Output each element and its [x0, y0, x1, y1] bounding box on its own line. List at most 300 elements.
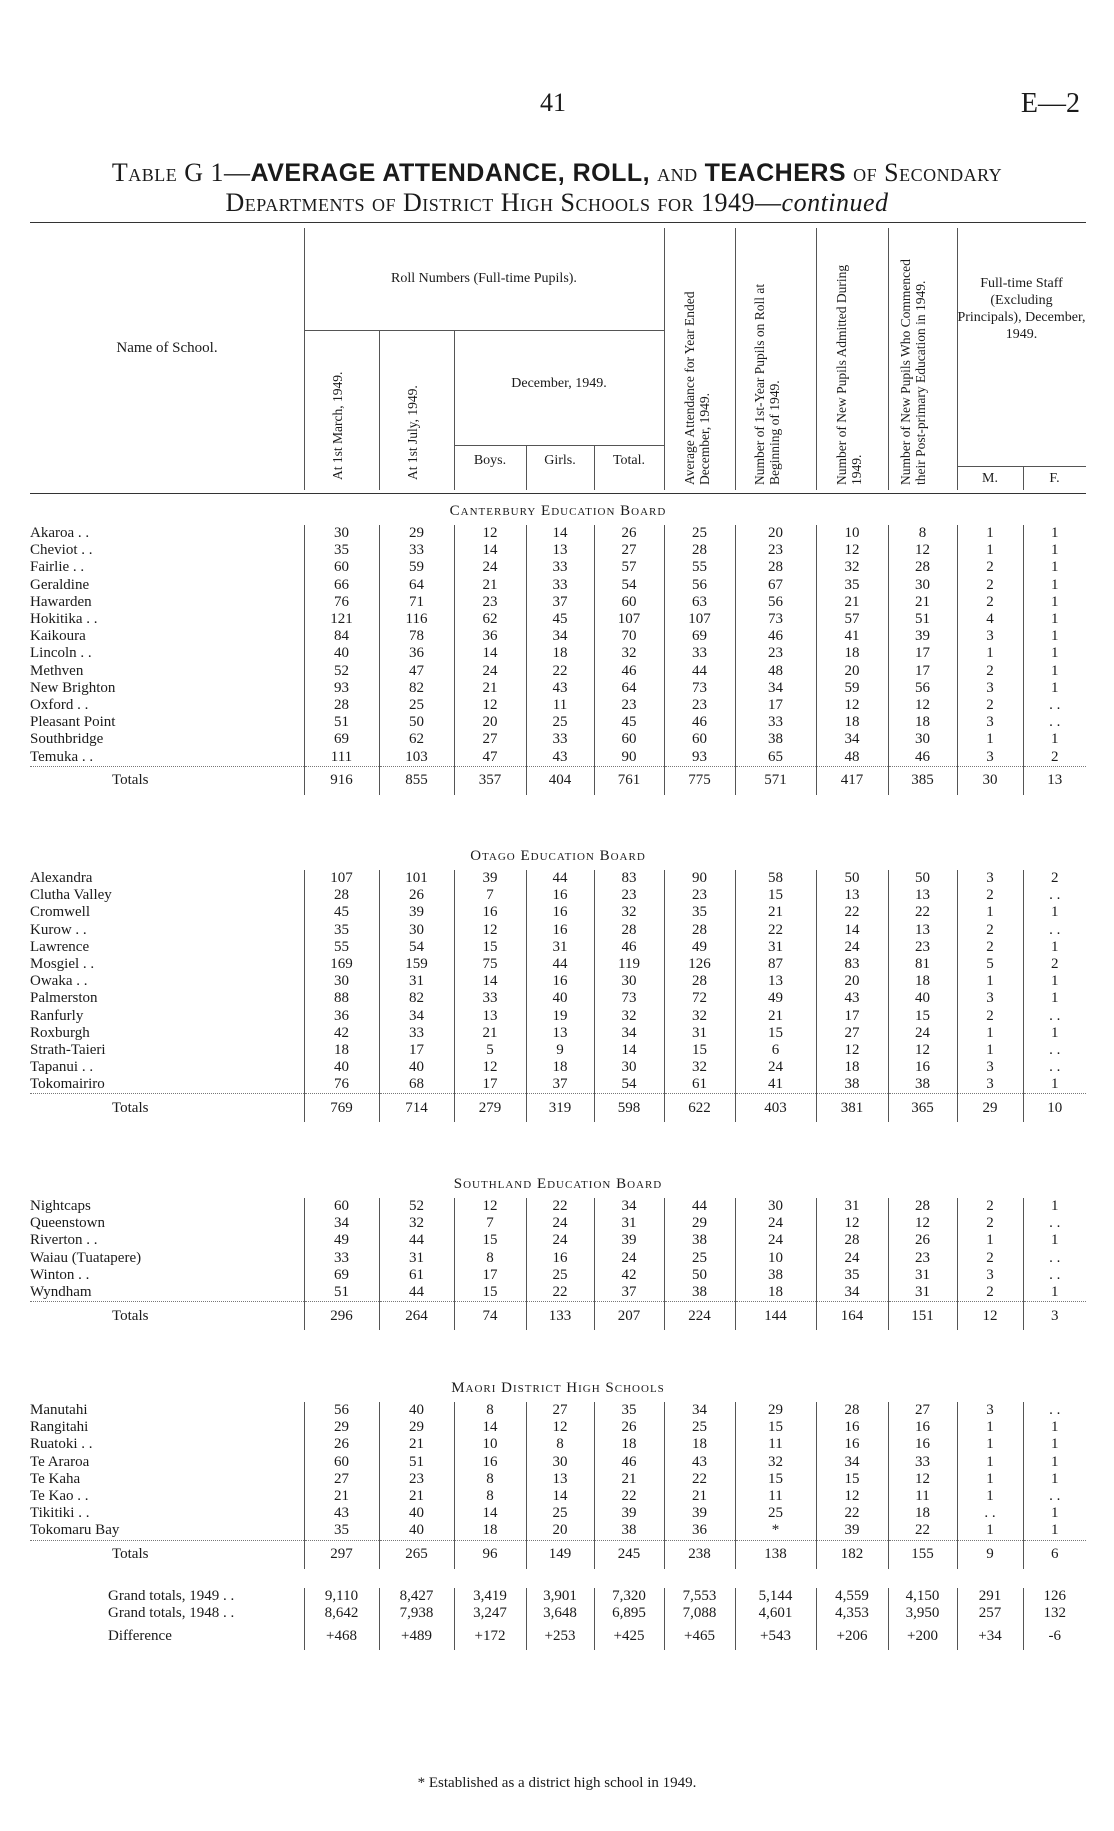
value-cell: 50 [816, 870, 888, 887]
value-cell: 29 [735, 1402, 816, 1419]
value-cell: 15 [454, 1232, 526, 1249]
value-cell: 17 [454, 1267, 526, 1284]
value-cell: 60 [664, 731, 735, 748]
value-cell: 26 [304, 1436, 379, 1453]
value-cell: 1 [1051, 1024, 1059, 1041]
table-row [30, 1025, 1086, 1042]
value-cell: 23 [888, 939, 957, 956]
value-cell: 65 [735, 748, 816, 766]
value-cell: 49 [304, 1232, 379, 1249]
value-cell: 15 [454, 939, 526, 956]
value-cell: 6 [735, 1042, 816, 1059]
value-cell: 40 [526, 990, 594, 1007]
value-cell: 2 [957, 939, 1023, 956]
value-cell: 39 [664, 1505, 735, 1522]
value-cell: 72 [664, 990, 735, 1007]
board-table [30, 1198, 1086, 1330]
value-cell: 30 [379, 922, 454, 939]
table-row [30, 611, 1086, 628]
value-cell: 159 [379, 956, 454, 973]
table-row [30, 1267, 1086, 1284]
value-cell: 2 [957, 1008, 1023, 1025]
value-cell: 68 [379, 1076, 454, 1094]
value-cell: 21 [664, 1488, 735, 1505]
value-cell: 20 [735, 525, 816, 542]
value-cell: 32 [594, 904, 664, 921]
school-name-cell: Strath-Taieri [30, 1042, 304, 1059]
value-cell: 57 [594, 559, 664, 576]
value-cell: 82 [379, 680, 454, 697]
value-cell: 76 [304, 594, 379, 611]
footnote: * Established as a district high school in 1949. [417, 1775, 697, 1791]
value-cell: 12 [454, 525, 526, 542]
value-cell: 20 [454, 714, 526, 731]
table-row [30, 1059, 1086, 1076]
value-cell: 45 [304, 904, 379, 921]
value-cell: * [735, 1522, 816, 1540]
value-cell: 182 [816, 1540, 888, 1569]
value-cell: 17 [379, 1042, 454, 1059]
value-cell: 34 [594, 1198, 664, 1215]
value-cell: 20 [816, 663, 888, 680]
school-name-cell: Lincoln . . [30, 645, 304, 662]
value-cell: 81 [888, 956, 957, 973]
value-cell: 1 [1051, 1198, 1059, 1215]
value-cell: 60 [594, 731, 664, 748]
value-cell: 22 [888, 1522, 957, 1540]
value-cell: . . [1049, 1488, 1061, 1505]
value-cell: +34 [957, 1622, 1023, 1650]
totals-row [30, 1622, 1086, 1650]
table-row [30, 628, 1086, 645]
value-cell: 8 [454, 1250, 526, 1267]
value-cell: 38 [664, 1232, 735, 1249]
value-cell: 1 [957, 1025, 1023, 1042]
value-cell: 18 [816, 714, 888, 731]
value-cell: 1 [1051, 973, 1059, 990]
school-name-cell: Fairlie . . [30, 559, 304, 576]
table-row [30, 1436, 1086, 1453]
value-cell: 12 [454, 1198, 526, 1215]
value-cell: 761 [594, 766, 664, 795]
school-name-cell: Pleasant Point [30, 714, 304, 731]
value-cell: 33 [526, 731, 594, 748]
value-cell: 17 [888, 645, 957, 662]
value-cell: 27 [816, 1025, 888, 1042]
school-name-cell: Owaka . . [30, 973, 304, 990]
value-cell: 1 [1051, 593, 1059, 610]
value-cell: 33 [379, 1025, 454, 1042]
table-row [30, 748, 1086, 766]
value-cell: 598 [594, 1094, 664, 1123]
value-cell: 3 [957, 870, 1023, 887]
value-cell: 11 [888, 1488, 957, 1505]
value-cell: 25 [735, 1505, 816, 1522]
value-cell: 35 [594, 1402, 664, 1419]
value-cell: 40 [379, 1402, 454, 1419]
value-cell: 83 [816, 956, 888, 973]
value-cell: 22 [526, 1284, 594, 1302]
value-cell: 1 [957, 542, 1023, 559]
value-cell: 1 [1051, 938, 1059, 955]
value-cell: 15 [735, 1471, 816, 1488]
table-row [30, 1402, 1086, 1419]
value-cell: 29 [664, 1215, 735, 1232]
table-row [30, 594, 1086, 611]
school-name-cell: Ranfurly [30, 1008, 304, 1025]
value-cell: 12 [888, 1042, 957, 1059]
value-cell: 74 [454, 1302, 526, 1331]
table-row [30, 870, 1086, 887]
table-row [30, 1198, 1086, 1215]
school-name-cell: Totals [30, 766, 304, 795]
value-cell: 1 [1051, 559, 1059, 576]
value-cell: . . [1049, 887, 1061, 904]
value-cell: 43 [304, 1505, 379, 1522]
title-part: TEACHERS [704, 159, 847, 187]
value-cell: 39 [594, 1232, 664, 1249]
value-cell: 1 [1051, 1419, 1059, 1436]
value-cell: 41 [816, 628, 888, 645]
value-cell: 52 [379, 1198, 454, 1215]
value-cell: 8,642 [304, 1605, 379, 1622]
value-cell: 23 [888, 1250, 957, 1267]
value-cell: 56 [888, 680, 957, 697]
value-cell: 855 [379, 766, 454, 795]
value-cell: 149 [526, 1540, 594, 1569]
school-name-cell: Tokomaru Bay [30, 1522, 304, 1540]
value-cell: 571 [735, 766, 816, 795]
value-cell: 12 [816, 542, 888, 559]
value-cell: +543 [735, 1622, 816, 1650]
value-cell: 23 [379, 1471, 454, 1488]
value-cell: 16 [526, 973, 594, 990]
title-part: Departments of District High Schools for 1949— [225, 188, 782, 217]
value-cell: 24 [735, 1232, 816, 1249]
value-cell: . . [1049, 1041, 1061, 1058]
value-cell: 18 [454, 1522, 526, 1540]
value-cell: 31 [379, 1250, 454, 1267]
table-row [30, 1605, 1086, 1622]
value-cell: 43 [664, 1454, 735, 1471]
value-cell: 119 [594, 956, 664, 973]
value-cell: 27 [888, 1402, 957, 1419]
value-cell: 35 [664, 904, 735, 921]
value-cell: 38 [594, 1522, 664, 1540]
school-name-cell: Kaikoura [30, 628, 304, 645]
value-cell: 9 [526, 1042, 594, 1059]
header-post-primary: Number of New Pupils Who Commenced their Post-primary Education in 1949. [898, 259, 928, 485]
value-cell: 34 [816, 731, 888, 748]
value-cell: 144 [735, 1302, 816, 1331]
value-cell: . . [1049, 1215, 1061, 1232]
value-cell: 75 [454, 956, 526, 973]
value-cell: 13 [888, 887, 957, 904]
header-rule [30, 222, 1086, 223]
value-cell: 1 [1051, 904, 1059, 921]
table-row [30, 731, 1086, 748]
value-cell: 16 [816, 1436, 888, 1453]
value-cell: 1 [957, 1522, 1023, 1540]
value-cell: 57 [816, 611, 888, 628]
value-cell: . . [1049, 1059, 1061, 1076]
value-cell: 12 [816, 1488, 888, 1505]
value-cell: . . [1049, 921, 1061, 938]
value-cell: 1 [1051, 679, 1059, 696]
value-cell: 36 [379, 645, 454, 662]
value-cell: 21 [379, 1488, 454, 1505]
value-cell: 29 [379, 1419, 454, 1436]
table-row [30, 663, 1086, 680]
header-divider [957, 228, 958, 490]
header-divider [888, 228, 889, 490]
value-cell: 66 [304, 577, 379, 594]
value-cell: 47 [454, 748, 526, 766]
school-name-cell: Te Kaha [30, 1471, 304, 1488]
value-cell: +425 [594, 1622, 664, 1650]
value-cell: 35 [304, 1522, 379, 1540]
value-cell: 25 [526, 1267, 594, 1284]
value-cell: 1 [1051, 1076, 1059, 1093]
value-cell: 107 [304, 870, 379, 887]
value-cell: 24 [735, 1059, 816, 1076]
value-cell: 56 [304, 1402, 379, 1419]
value-cell: 1 [957, 731, 1023, 748]
value-cell: 23 [664, 697, 735, 714]
value-cell: 2 [957, 559, 1023, 576]
value-cell: 78 [379, 628, 454, 645]
value-cell: 3,419 [454, 1588, 526, 1605]
value-cell: . . [957, 1505, 1023, 1522]
school-name-cell: Roxburgh [30, 1025, 304, 1042]
value-cell: 23 [594, 887, 664, 904]
value-cell: 714 [379, 1094, 454, 1123]
value-cell: 40 [304, 645, 379, 662]
value-cell: 2 [957, 594, 1023, 611]
value-cell: 7,088 [664, 1605, 735, 1622]
value-cell: 13 [526, 1471, 594, 1488]
school-name-cell: Winton . . [30, 1267, 304, 1284]
value-cell: 1 [957, 645, 1023, 662]
value-cell: 28 [664, 542, 735, 559]
value-cell: 30 [304, 525, 379, 542]
value-cell: 34 [594, 1025, 664, 1042]
value-cell: 13 [1023, 766, 1086, 795]
value-cell: 54 [594, 1076, 664, 1094]
value-cell: 14 [454, 645, 526, 662]
value-cell: 8 [454, 1471, 526, 1488]
value-cell: 21 [735, 904, 816, 921]
value-cell: 4,150 [888, 1588, 957, 1605]
value-cell: 116 [379, 611, 454, 628]
title-part: continued [781, 188, 889, 217]
value-cell: +468 [304, 1622, 379, 1650]
header-divider [454, 445, 664, 446]
value-cell: 56 [735, 594, 816, 611]
value-cell: 31 [664, 1025, 735, 1042]
table-row [30, 525, 1086, 542]
school-name-cell: Cheviot . . [30, 542, 304, 559]
value-cell: . . [1049, 714, 1061, 731]
value-cell: 46 [664, 714, 735, 731]
school-name-cell: Oxford . . [30, 697, 304, 714]
value-cell: 16 [454, 1454, 526, 1471]
value-cell: 69 [664, 628, 735, 645]
value-cell: 70 [594, 628, 664, 645]
header-divider [304, 228, 305, 490]
value-cell: 775 [664, 766, 735, 795]
school-name-cell: Cromwell [30, 904, 304, 921]
value-cell: 121 [304, 611, 379, 628]
value-cell: 12 [454, 1059, 526, 1076]
value-cell: 357 [454, 766, 526, 795]
board-heading: Southland Education Board [453, 1176, 663, 1192]
value-cell: 1 [1051, 731, 1059, 748]
value-cell: +206 [816, 1622, 888, 1650]
value-cell: 207 [594, 1302, 664, 1331]
value-cell: 2 [957, 922, 1023, 939]
value-cell: 44 [664, 663, 735, 680]
value-cell: 24 [888, 1025, 957, 1042]
value-cell: 73 [594, 990, 664, 1007]
value-cell: 60 [304, 559, 379, 576]
value-cell: 111 [304, 748, 379, 766]
table-row [30, 577, 1086, 594]
value-cell: 101 [379, 870, 454, 887]
value-cell: 48 [735, 663, 816, 680]
value-cell: 28 [304, 697, 379, 714]
header-total: Total. [612, 453, 646, 468]
value-cell: 38 [888, 1076, 957, 1094]
value-cell: 296 [304, 1302, 379, 1331]
value-cell: 8 [454, 1488, 526, 1505]
value-cell: 13 [526, 1025, 594, 1042]
value-cell: 36 [304, 1008, 379, 1025]
value-cell: . . [1049, 1402, 1061, 1419]
value-cell: 16 [526, 904, 594, 921]
table-row [30, 1284, 1086, 1302]
value-cell: 37 [526, 1076, 594, 1094]
value-cell: 5,144 [735, 1588, 816, 1605]
value-cell: 1 [957, 1488, 1023, 1505]
school-name-cell: Lawrence [30, 939, 304, 956]
value-cell: 55 [304, 939, 379, 956]
value-cell: 2 [957, 577, 1023, 594]
value-cell: 32 [594, 645, 664, 662]
value-cell: 18 [664, 1436, 735, 1453]
value-cell: 35 [816, 1267, 888, 1284]
value-cell: 16 [526, 922, 594, 939]
value-cell: 18 [888, 1505, 957, 1522]
value-cell: 27 [594, 542, 664, 559]
value-cell: 1 [1051, 645, 1059, 662]
value-cell: 22 [594, 1488, 664, 1505]
school-name-cell: Te Kao . . [30, 1488, 304, 1505]
school-name-cell: Hawarden [30, 594, 304, 611]
value-cell: 1 [1051, 1505, 1059, 1522]
header-staff-female: F. [1049, 471, 1060, 486]
value-cell: 64 [379, 577, 454, 594]
value-cell: 96 [454, 1540, 526, 1569]
value-cell: 11 [526, 697, 594, 714]
value-cell: 14 [526, 1488, 594, 1505]
value-cell: +465 [664, 1622, 735, 1650]
value-cell: 20 [816, 973, 888, 990]
value-cell: 403 [735, 1094, 816, 1123]
board-table [30, 1402, 1086, 1569]
value-cell: 35 [304, 922, 379, 939]
value-cell: 52 [304, 663, 379, 680]
value-cell: 3 [957, 714, 1023, 731]
table-row [30, 645, 1086, 662]
value-cell: 31 [594, 1215, 664, 1232]
value-cell: 19 [526, 1008, 594, 1025]
value-cell: 126 [1043, 1588, 1066, 1605]
value-cell: 60 [594, 594, 664, 611]
value-cell: 23 [594, 697, 664, 714]
value-cell: 32 [735, 1454, 816, 1471]
value-cell: 22 [888, 904, 957, 921]
header-roll-numbers: Roll Numbers (Full-time Pupils). [391, 271, 577, 286]
value-cell: 12 [888, 1471, 957, 1488]
value-cell: 44 [526, 870, 594, 887]
value-cell: 16 [816, 1419, 888, 1436]
value-cell: 8 [454, 1402, 526, 1419]
value-cell: 50 [379, 714, 454, 731]
value-cell: 385 [888, 766, 957, 795]
school-name-cell: Methven [30, 663, 304, 680]
board-heading: Canterbury Education Board [449, 503, 667, 519]
value-cell: 2 [957, 887, 1023, 904]
value-cell: 48 [816, 748, 888, 766]
value-cell: 40 [888, 990, 957, 1007]
value-cell: 2 [1051, 870, 1059, 887]
school-name-cell: Temuka . . [30, 748, 304, 766]
value-cell: 22 [526, 663, 594, 680]
value-cell: 12 [957, 1302, 1023, 1331]
value-cell: 1 [1051, 576, 1059, 593]
value-cell: 21 [735, 1008, 816, 1025]
value-cell: 2 [957, 1198, 1023, 1215]
value-cell: 12 [816, 697, 888, 714]
value-cell: 29 [304, 1419, 379, 1436]
school-name-cell: Tokomairiro [30, 1076, 304, 1094]
value-cell: 1 [957, 1232, 1023, 1249]
value-cell: 7 [454, 887, 526, 904]
value-cell: 46 [888, 748, 957, 766]
value-cell: 46 [594, 939, 664, 956]
value-cell: 381 [816, 1094, 888, 1123]
value-cell: 34 [816, 1454, 888, 1471]
value-cell: 30 [594, 1059, 664, 1076]
value-cell: 417 [816, 766, 888, 795]
value-cell: 28 [888, 559, 957, 576]
school-name-cell: Grand totals, 1948 . . [30, 1605, 304, 1622]
value-cell: 69 [304, 731, 379, 748]
value-cell: 1 [957, 1454, 1023, 1471]
value-cell: 58 [735, 870, 816, 887]
header-divider [957, 466, 1086, 467]
table-row [30, 922, 1086, 939]
value-cell: 1 [1051, 1284, 1059, 1301]
value-cell: 3 [957, 1267, 1023, 1284]
value-cell: 51 [888, 611, 957, 628]
value-cell: 12 [526, 1419, 594, 1436]
value-cell: 6 [1023, 1540, 1086, 1569]
value-cell: 35 [304, 542, 379, 559]
value-cell: 40 [304, 1059, 379, 1076]
value-cell: 5 [957, 956, 1023, 973]
